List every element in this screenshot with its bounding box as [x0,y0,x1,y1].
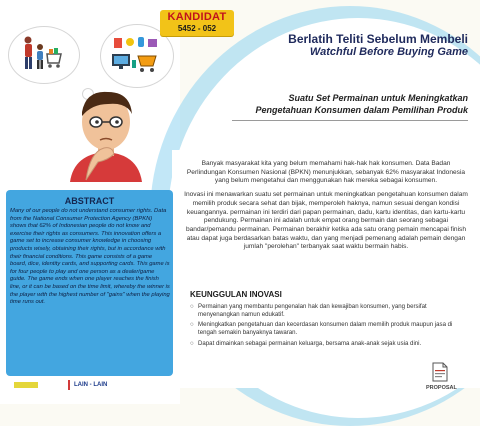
bullet-icon: ○ [190,303,194,310]
bullet-icon: ○ [190,339,194,347]
abstract-heading: ABSTRACT [64,196,115,206]
category-label: LAIN - LAIN [74,382,108,388]
badge-code: 5452 - 052 [177,24,217,33]
description-paragraph-1: Banyak masyarakat kita yang belum memahami hak-hak hak konsumen. Data Badan Perlindungan Konsumen Nasional (BPKN) menunjukkan, sebanyak 62% masyarakat Indonesia yang belum mengetahui dan menggunakan hak mereka sebagai konsumen. [186,160,466,185]
subtitle [220,92,468,116]
bullet-icon: ○ [190,321,194,329]
advantages-list [190,303,470,351]
list-item [190,303,470,318]
abstract-text: Many of our people do not understand consumer rights. Data from the National Consumer Protection Agency (BPKN) shows that 62% of Indonesian people do not know and exercise their rights as consumers. This innovation offers a game set to increase consumer knowledge in choosing products wisely, obtaining their rights, but in accordance with their financial conditions. This game consists of a game board, dice, identity cards, and supporting cards. This game is for four people to play and one person as a dealer/game guide. The game ends when one player reaches the finish line, or it can be based on the time limit, whereby the winner is the player with the highest number of "gains" when the playing time runs out. [10,208,170,306]
family-shopping-icon [20,34,68,74]
advantages-heading: KEUNGGULAN INOVASI [190,290,282,299]
footer-divider [68,380,70,390]
proposal-label[interactable]: PROPOSAL [426,385,457,391]
document-icon[interactable] [432,362,448,382]
badge-title: KANDIDAT [167,11,227,23]
consumer-goods-icon [108,34,166,80]
footer-accent-bar [14,382,38,388]
description-paragraph-2: Inovasi ini menawarkan suatu set permainan untuk meningkatkan pengetahuan konsumen dalam memilih produk secara sehat dan bijak, memperoleh haknya, namun sesuai dengan kondisi keuangannya. permainan ini terdiri dari papan permainan, dadu, kartu identitas, dan kartu-kartu pendukung. Permainan ini adalah untuk empat orang bermain dan seorang sebagai bandar/pemandu permainan. Permainan berakhir ketika ada satu orang pemain mencapai finish atau dapat juga berdasarkan batas waktu, dan yang menjadi pemenang adalah pemain dengan jumlah "perolehan" terbanyak saat waktu bermain habis. [184,191,468,251]
subtitle-divider [232,120,468,121]
subtitle-line-2: Pengetahuan Konsumen dalam Pemilihan Produk [255,105,468,115]
subtitle-line-1: Suatu Set Permainan untuk Meningkatkan [288,93,468,103]
advantage-text: Dapat dimainkan sebagai permainan keluarga, bersama anak-anak sejak usia dini. [198,339,422,347]
advantage-text: Meningkatkan pengetahuan dan kecerdasan konsumen dalam memilih produk maupun jasa di tengah semakin banyaknya tawaran. [198,321,453,337]
main-description [182,160,470,257]
list-item [190,340,470,348]
page-title: Berlatih Teliti Sebelum Membeli [288,32,468,46]
page-title-english: Watchful Before Buying Game [309,46,468,58]
list-item [190,321,470,336]
advantage-text: Permainan yang membantu pengenalan hak dan kewajiban konsumen, yang bersifat menyenangkan namun edukatif. [198,303,427,318]
thinking-man-icon [56,82,156,182]
candidate-badge [160,10,234,36]
